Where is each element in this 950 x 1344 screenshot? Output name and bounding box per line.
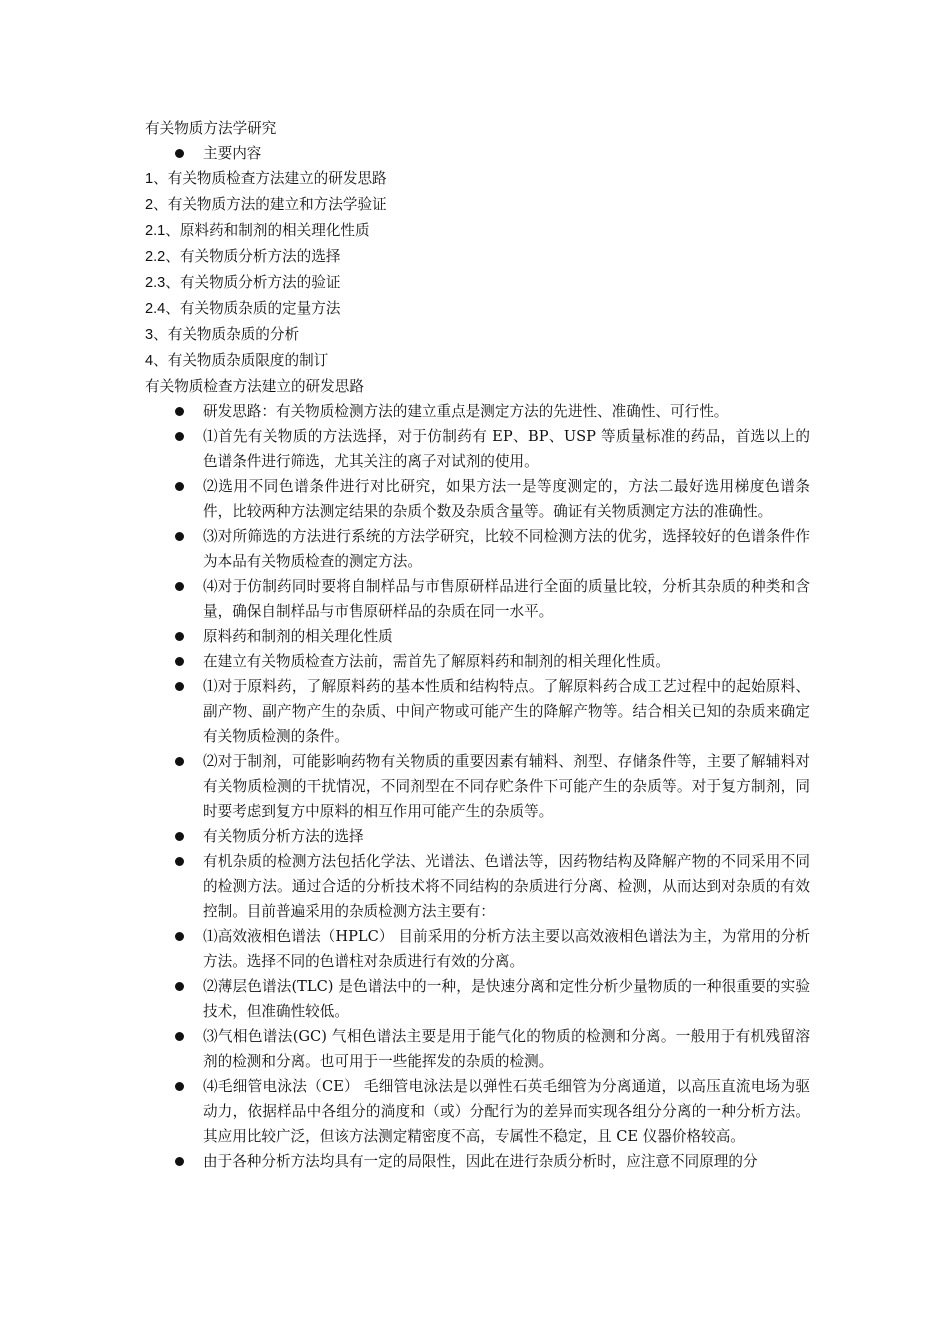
list-item: ⑶气相色谱法(GC) 气相色谱法主要是用于能气化的物质的检测和分离。一般用于有机残留溶剂的检测和分离。也可用于一些能挥发的杂质的检测。 (145, 1024, 810, 1074)
toc-item: 3、有关物质杂质的分析 (145, 326, 300, 343)
list-item: ⑴首先有关物质的方法选择，对于仿制药有 EP、BP、USP 等质量标准的药品，首选以上的色谱条件进行筛选，尤其关注的离子对试剂的使用。 (145, 424, 810, 474)
list-item: ⑵对于制剂，可能影响药物有关物质的重要因素有辅料、剂型、存储条件等，主要了解辅料对有关物质检测的干扰情况，不同剂型在不同存贮条件下可能产生的杂质等。对于复方制剂，同时要考虑到复方中原料的相互作用可能产生的杂质等。 (145, 749, 810, 824)
list-item: ⑴高效液相色谱法（HPLC） 目前采用的分析方法主要以高效液相色谱法为主，为常用的分析方法。选择不同的色谱柱对杂质进行有效的分离。 (145, 924, 810, 974)
bullet-icon (175, 857, 184, 866)
bullet-icon (175, 1157, 184, 1166)
bullet-icon (175, 1082, 184, 1091)
list-item: ⑴对于原料药，了解原料药的基本性质和结构特点。了解原料药合成工艺过程中的起始原料、副产物、副产物产生的杂质、中间产物或可能产生的降解产物等。结合相关已知的杂质来确定有关物质检测的条件。 (145, 674, 810, 749)
contents-label: 主要内容 (203, 145, 262, 162)
toc-item: 4、有关物质杂质限度的制订 (145, 352, 329, 369)
bullet-icon (175, 632, 184, 641)
bullet-icon (175, 1032, 184, 1041)
bullet-icon (175, 832, 184, 841)
bullet-icon (175, 682, 184, 691)
bullet-icon (175, 149, 184, 158)
toc-item: 2、有关物质方法的建立和方法学验证 (145, 196, 387, 213)
list-item: ⑷毛细管电泳法（CE） 毛细管电泳法是以弹性石英毛细管为分离通道，以高压直流电场为驱动力，依据样品中各组分的淌度和（或）分配行为的差异而实现各组分分离的一种分析方法。其应用比较广泛，但该方法测定精密度不高，专属性不稳定，且 CE 仪器价格较高。 (145, 1074, 810, 1149)
bullet-icon (175, 757, 184, 766)
bullet-icon (175, 432, 184, 441)
bullet-icon (175, 532, 184, 541)
toc-item: 2.1、原料药和制剂的相关理化性质 (145, 222, 370, 239)
list-item: 原料药和制剂的相关理化性质 (145, 624, 810, 649)
list-item: 有机杂质的检测方法包括化学法、光谱法、色谱法等，因药物结构及降解产物的不同采用不同的检测方法。通过合适的分析技术将不同结构的杂质进行分离、检测，从而达到对杂质的有效控制。目前普遍采用的杂质检测方法主要有： (145, 849, 810, 924)
document-title: 有关物质方法学研究 (145, 120, 277, 137)
section-heading: 有关物质检查方法建立的研发思路 (145, 378, 364, 395)
bullet-icon (175, 582, 184, 591)
toc-item: 2.2、有关物质分析方法的选择 (145, 248, 341, 265)
bullet-list (145, 399, 810, 1174)
contents-label-row (145, 141, 810, 166)
bullet-icon (175, 657, 184, 666)
toc-item: 1、有关物质检查方法建立的研发思路 (145, 170, 387, 187)
list-item: 由于各种分析方法均具有一定的局限性，因此在进行杂质分析时，应注意不同原理的分 (145, 1149, 810, 1174)
bullet-icon (175, 407, 184, 416)
list-item: ⑷对于仿制药同时要将自制样品与市售原研样品进行全面的质量比较，分析其杂质的种类和含量，确保自制样品与市售原研样品的杂质在同一水平。 (145, 574, 810, 624)
toc-item: 2.3、有关物质分析方法的验证 (145, 274, 341, 291)
list-item: ⑶对所筛选的方法进行系统的方法学研究，比较不同检测方法的优劣，选择较好的色谱条件作为本品有关物质检查的测定方法。 (145, 524, 810, 574)
document-body (145, 116, 810, 1174)
bullet-icon (175, 932, 184, 941)
bullet-icon (175, 982, 184, 991)
list-item: 在建立有关物质检查方法前，需首先了解原料药和制剂的相关理化性质。 (145, 649, 810, 674)
list-item: ⑵薄层色谱法(TLC) 是色谱法中的一种，是快速分离和定性分析少量物质的一种很重要的实验技术，但准确性较低。 (145, 974, 810, 1024)
table-of-contents (145, 166, 810, 374)
list-item: 研发思路：有关物质检测方法的建立重点是测定方法的先进性、准确性、可行性。 (145, 399, 810, 424)
toc-item: 2.4、有关物质杂质的定量方法 (145, 300, 341, 317)
list-item: 有关物质分析方法的选择 (145, 824, 810, 849)
list-item: ⑵选用不同色谱条件进行对比研究，如果方法一是等度测定的，方法二最好选用梯度色谱条件，比较两种方法测定结果的杂质个数及杂质含量等。确证有关物质测定方法的准确性。 (145, 474, 810, 524)
bullet-icon (175, 482, 184, 491)
